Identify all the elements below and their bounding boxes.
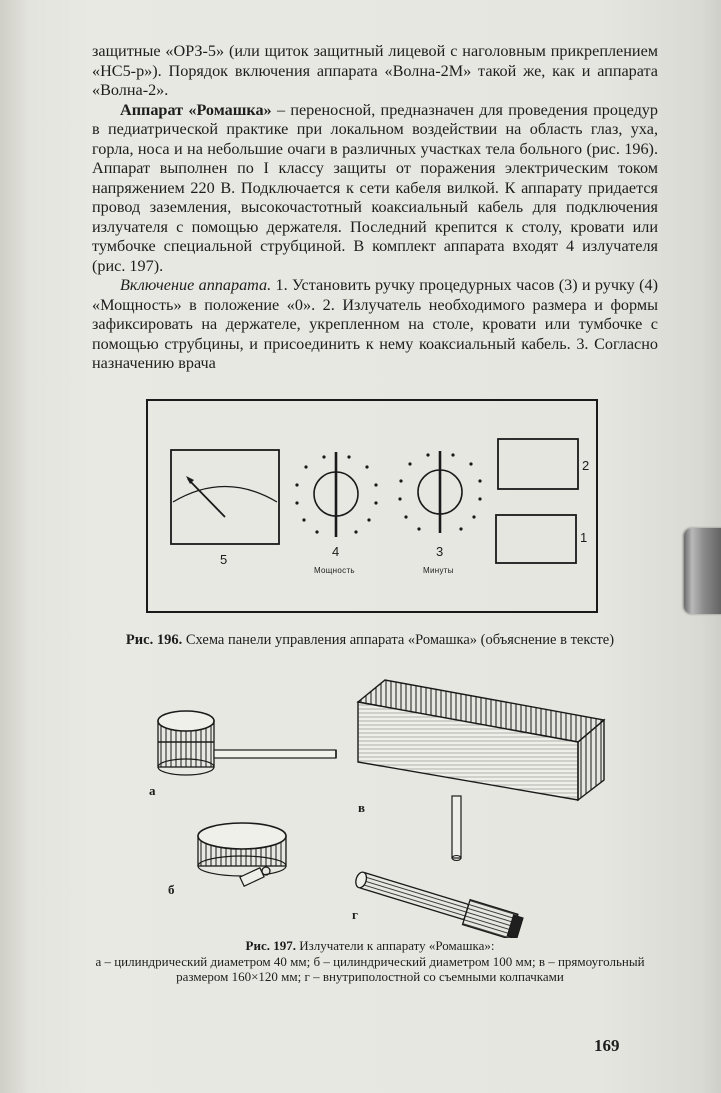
figure-197-caption-title bbox=[80, 938, 660, 954]
meter-needle bbox=[188, 479, 225, 517]
figure-197-caption-body: Излучатели к аппарату «Ромашка»: bbox=[295, 938, 495, 953]
body-text bbox=[92, 42, 658, 374]
paragraph-3-body: 1. Установить ручку процедурных часов (3) и ручку (4) «Мощность» в положение «0». 2. Излучатель необходимого размера и формы зафиксировать на держателе, укрепленном на столе, кровати или тумбочке с помощью струбцины, и присоединить к нему коаксиальный кабель. 3. Согласно назначению врача bbox=[92, 276, 658, 372]
paragraph-3-lead: Включение аппарата. bbox=[120, 276, 272, 294]
emitter-a-letter: а bbox=[149, 783, 156, 798]
paragraph-3 bbox=[92, 276, 658, 374]
paragraph-2-lead: Аппарат «Ромашка» bbox=[120, 100, 272, 119]
emitter-g-drawing bbox=[353, 866, 524, 938]
paragraph-1: защитные «ОРЗ-5» (или щиток защитный лицевой с наголовным прикреплением «НС5-р»). Порядок включения аппарата «Волна-2М» такой же, как и аппарата «Волна-2». bbox=[92, 42, 658, 99]
power-knob-number: 4 bbox=[332, 544, 340, 559]
emitter-a-drawing bbox=[158, 711, 336, 775]
meter-frame bbox=[171, 450, 279, 544]
control-panel-drawing bbox=[146, 399, 598, 613]
figure-197-caption-lead: Рис. 197. bbox=[245, 938, 296, 953]
figure-196-caption-lead: Рис. 196. bbox=[125, 632, 183, 648]
meter-scale bbox=[173, 487, 277, 503]
power-knob-label: Мощность bbox=[314, 566, 355, 575]
figure-197-emitters bbox=[140, 676, 610, 938]
box-1 bbox=[496, 515, 576, 563]
timer-knob-number: 3 bbox=[436, 544, 444, 559]
figure-196-caption-body: Схема панели управления аппарата «Ромашка» (объяснение в тексте) bbox=[182, 632, 615, 648]
box-1-label: 1 bbox=[580, 530, 588, 545]
meter-label: 5 bbox=[220, 552, 228, 567]
paragraph-2 bbox=[92, 101, 658, 277]
emitter-g-letter: г bbox=[352, 907, 358, 922]
emitter-b-drawing bbox=[198, 823, 286, 886]
figure-196-control-panel bbox=[146, 399, 598, 613]
page-thumb-tab bbox=[684, 528, 721, 614]
emitter-v-drawing bbox=[358, 680, 604, 861]
timer-knob-label: Минуты bbox=[423, 566, 454, 575]
figure-196-caption bbox=[110, 631, 630, 649]
paragraph-2-body: – переносной, предназначен для проведения процедур в педиатрической практике при локальном воздействии на область глаз, уха, горла, носа и на небольшие очаги в различных участках тела больного (рис. 196). Аппарат выполнен по I классу защиты от поражения электрическим током напряжением 220 В. Подключается к сети кабеля вилкой. К аппарату придается провод заземления, высокочастотный коаксиальный кабель для подключения излучателя с помощью держателя. Последний крепится к столу, кровати или тумбочке специальной струбциной. В комплект аппарата входят 4 излучателя (рис. 197). bbox=[92, 100, 658, 275]
figure-197-caption-legend: а – цилиндрический диаметром 40 мм; б – цилиндрический диаметром 100 мм; в – прямоугольный размером 160×120 мм; г – внутриполостной со съемными колпачками bbox=[95, 953, 645, 985]
page-number: 169 bbox=[594, 1036, 620, 1055]
emitter-v-letter: в bbox=[358, 800, 366, 815]
box-2 bbox=[498, 439, 578, 489]
emitters-drawing bbox=[140, 676, 610, 938]
emitter-b-letter: б bbox=[168, 882, 175, 897]
figure-197-caption bbox=[80, 938, 660, 985]
box-2-label: 2 bbox=[582, 458, 590, 473]
